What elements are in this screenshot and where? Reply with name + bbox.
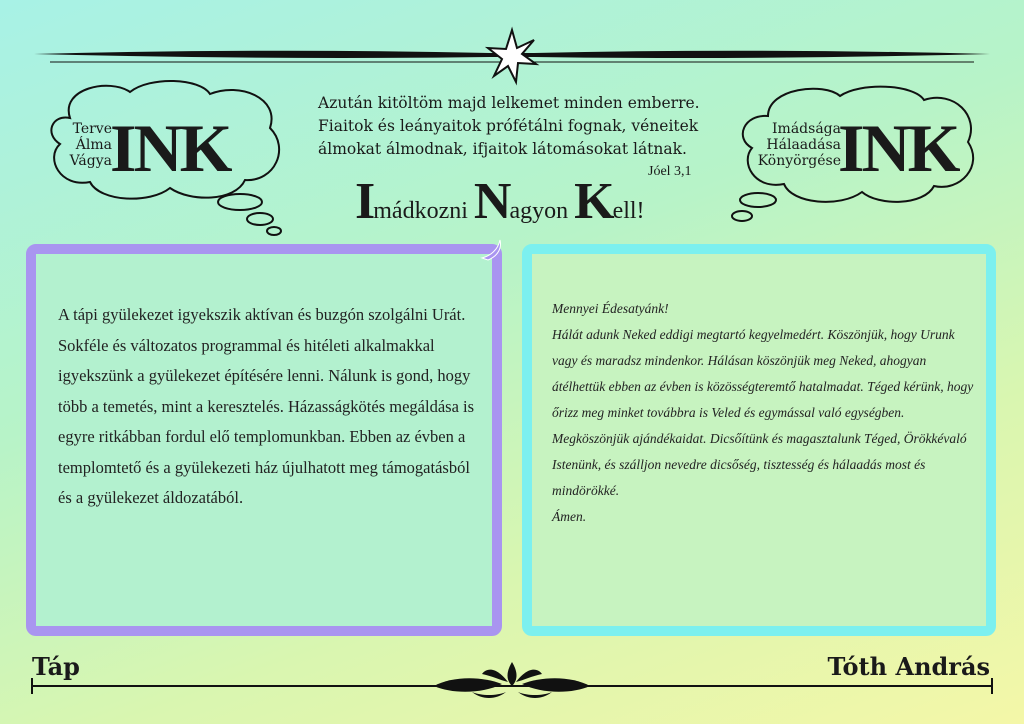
- verse-reference: Jóel 3,1: [648, 164, 692, 179]
- right-panel-prayer: [552, 296, 976, 530]
- leaf-flourish-icon: [434, 662, 590, 698]
- verse-line: Azután kitöltöm majd lelkemet minden emberre.: [318, 94, 700, 112]
- left-cloud-word: Álma: [75, 137, 112, 153]
- prayer-line: Hálát adunk Neked eddigi megtartó kegyelmedért. Köszönjük, hogy Urunk vagy és maradsz mindenkor. Hálásan köszönjük meg Neked, ahogyan átélhettük ebben az évben is közösségteremtő hatalmadat. Téged kérünk, hogy őrizz meg minket továbbra is Veled és egymással való egységben.: [552, 327, 974, 420]
- footer-place: Táp: [32, 652, 80, 681]
- bible-verse: [318, 92, 710, 161]
- verse-line: Fiaitok és leányaitok prófétálni fognak, véneitek: [318, 117, 699, 135]
- motto-initial: K: [574, 173, 613, 230]
- motto-word: agyon: [509, 198, 569, 224]
- right-cloud-ink: INK: [838, 110, 958, 186]
- right-cloud-word: Imádsága: [772, 121, 841, 137]
- left-panel-corner-curl: [480, 238, 504, 262]
- right-cloud-word: Könyörgése: [757, 153, 841, 169]
- left-cloud-ink: INK: [110, 110, 230, 186]
- prayer-line: Mennyei Édesatyánk!: [552, 301, 669, 316]
- left-cloud-word: Terve: [72, 121, 112, 137]
- left-cloud-word: Vágya: [69, 153, 112, 169]
- verse-line: álmokat álmodnak, ifjaitok látomásokat látnak.: [318, 140, 687, 158]
- motto-initial: I: [355, 173, 374, 230]
- prayer-line: Ámen.: [552, 509, 587, 524]
- footer-author: Tóth András: [827, 652, 990, 681]
- motto: [355, 172, 645, 231]
- bottom-ornament: [30, 656, 994, 704]
- left-cloud-words: [62, 121, 112, 169]
- right-cloud-words: [755, 121, 841, 169]
- right-cloud-word: Hálaadása: [766, 137, 841, 153]
- left-panel-text: A tápi gyülekezet igyekszik aktívan és buzgón szolgálni Urát. Sokféle és változatos programmal és hitéleti alkalmakkal igyekszünk a gyülekezet építésére lenni. Nálunk is gond, hogy több a temetés, mint a keresztelés. Házasságkötés megáldása is egyre ritkábban fordul elő templomunkban. Ebben az évben a templomtető és a gyülekezeti ház újulhatott meg támogatásból és a gyülekezet áldozatából.: [58, 305, 475, 507]
- motto-word: mádkozni: [373, 198, 468, 224]
- prayer-line: Megköszönjük ajándékaidat. Dicsőítünk és magasztalunk Téged, Örökkévaló Istenünk, és szálljon nevedre dicsőség, tisztesség és hálaadás most és mindörökké.: [552, 431, 967, 498]
- motto-initial: N: [473, 173, 510, 230]
- motto-word: ell!: [612, 198, 645, 224]
